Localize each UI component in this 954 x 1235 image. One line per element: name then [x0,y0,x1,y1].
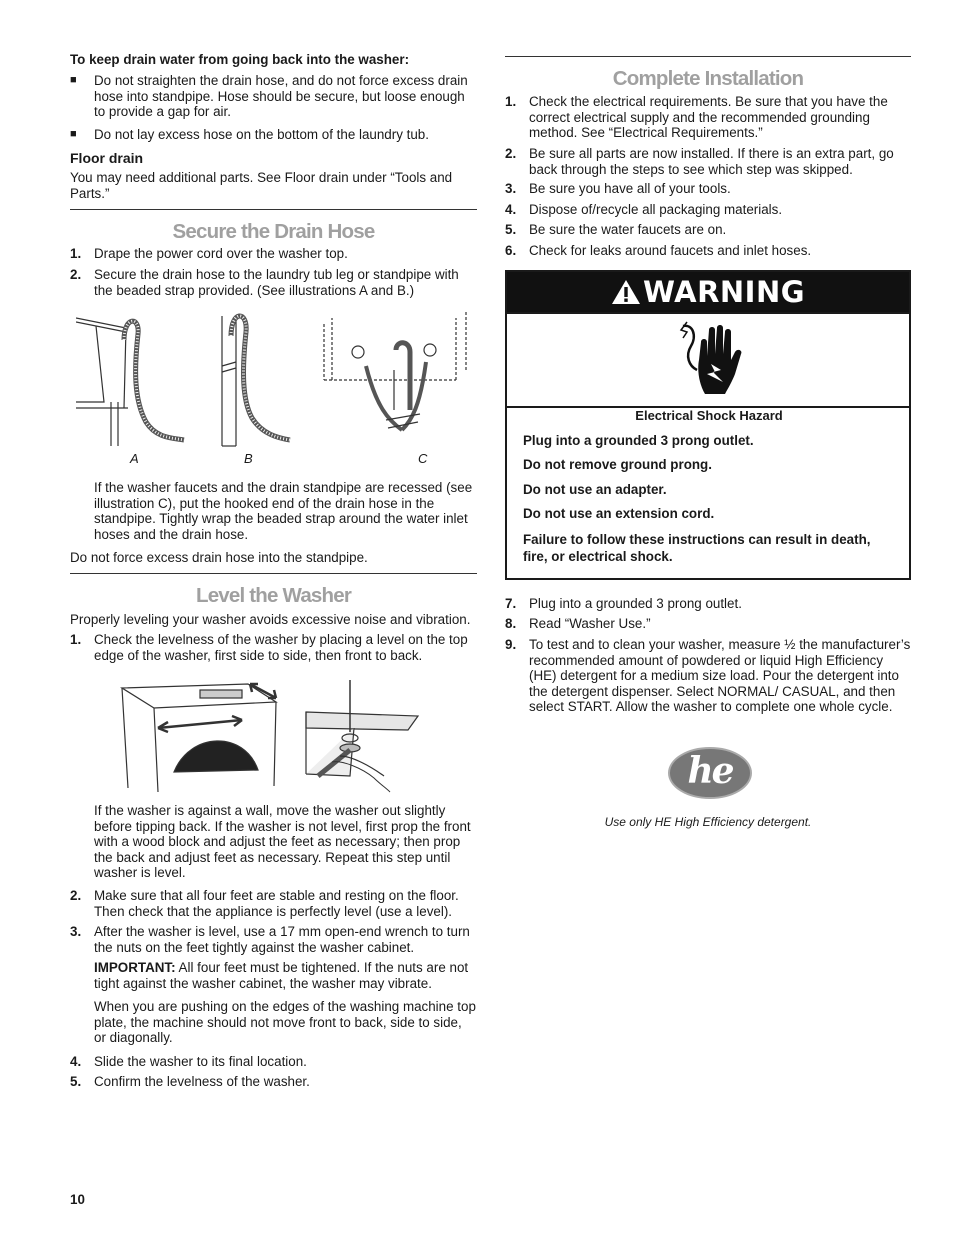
complete-step-8: 8. Read “Washer Use.” [505,616,651,631]
hazard-title: Electrical Shock Hazard [635,408,783,423]
drain-intro-heading: To keep drain water from going back into the washer: [70,52,410,67]
level-intro: Properly leveling your washer avoids excessive noise and vibration. [70,612,471,627]
pushing-text: When you are pushing on the edges of the washing machine top plate, the machine should not move front to back, side to side, or diagonally. [94,999,476,1046]
important-note: IMPORTANT: All four feet must be tightened. If the nuts are not tight against the washer cabinet, the washer may vibrate. [94,960,469,991]
warning-line: Failure to follow these instructions can result in death, fire, or electrical shock. [523,531,871,564]
electric-shock-hand-icon [677,320,743,396]
complete-step-2: 2. Be sure all parts are now installed. If there is an extra part, go back through the steps to see which step was skipped. [505,146,894,177]
level-step-3: 3. After the washer is level, use a 17 mm open-end wrench to turn the nuts on the feet tightly against the washer cabinet. [70,924,470,955]
illustration-c [324,312,466,430]
illustration-b [222,316,290,446]
complete-section-title: Complete Installation [612,67,804,90]
he-caption: Use only HE High Efficiency detergent. [604,815,812,829]
floor-drain-text: You may need additional parts. See Floor drain under “Tools and Parts.” [70,170,453,201]
section-divider [70,209,477,210]
drain-bullet-1: ■ Do not straighten the drain hose, and do not force excess drain hose into standpipe. Hose should be secure, but loose enough to provide a gap for air. [70,73,468,120]
washer-top-illustration [122,684,276,792]
secure-step-1: 1. Drape the power cord over the washer top. [70,246,348,261]
bullet-square-icon: ■ [70,128,77,140]
figure-label-b: B [244,451,253,466]
page-number: 10 [70,1192,85,1207]
secure-step-2: 2. Secure the drain hose to the laundry tub leg or standpipe with the beaded strap provided. (See illustrations A and B.) [70,267,459,298]
warning-line: Do not use an extension cord. [523,506,715,522]
warning-header: WARNING [507,272,909,312]
complete-step-9: 9. To test and to clean your washer, measure ½ the manufacturer’s recommended amount of powdered or liquid High Efficiency (HE) detergent for a medium size load. Pour the detergent into the detergent dispenser. Select NORMAL/ CASUAL, and then select START. Allow the washer to complete one whole cycle. [505,637,911,715]
hazard-icon-panel [507,312,909,408]
no-force-text: Do not force excess drain hose into the standpipe. [70,550,368,565]
complete-step-4: 4. Dispose of/recycle all packaging materials. [505,202,783,217]
warning-box [505,270,911,580]
floor-drain-heading: Floor drain [70,150,144,166]
complete-step-5: 5. Be sure the water faucets are on. [505,222,727,237]
wall-text: If the washer is against a wall, move the washer out slightly before tipping back. If the washer is not level, first prop the front with a wood block and adjust the feet as necessary; then prop the back and adjust feet as necessary. Repeat this step until washer is level. [94,803,471,881]
level-step-2: 2. Make sure that all four feet are stable and resting on the floor. Then check that the appliance is perfectly level (use a level). [70,888,459,919]
warning-line: Do not remove ground prong. [523,457,712,473]
warning-line: Do not use an adapter. [523,481,667,497]
he-logo: he [667,745,753,801]
foot-wrench-illustration [306,680,418,792]
level-section-title: Level the Washer [195,584,352,607]
illustration-a [76,318,184,446]
figure-label-a: A [130,451,139,466]
complete-step-7: 7. Plug into a grounded 3 prong outlet. [505,596,742,611]
drain-bullet-2: ■ Do not lay excess hose on the bottom of the laundry tub. [70,127,429,142]
complete-step-3: 3. Be sure you have all of your tools. [505,181,731,196]
drain-hose-illustrations [76,310,476,450]
section-divider [70,573,477,574]
warning-text-block [523,408,895,565]
section-divider [505,56,911,57]
recessed-text: If the washer faucets and the drain standpipe are recessed (see illustration C), put the hooked end of the drain hose in the standpipe. Tightly wrap the beaded strap around the water inlet hoses and the drain hose. [94,480,473,542]
leveling-illustrations [118,676,478,802]
figure-label-c: C [418,451,428,466]
complete-step-1: 1. Check the electrical requirements. Be sure that you have the correct electrical supply and the recommended grounding method. See “Electrical Requirements.” [505,94,888,141]
warning-triangle-icon [611,279,641,305]
level-step-1: 1. Check the levelness of the washer by placing a level on the top edge of the washer, first side to side, then front to back. [70,632,468,663]
bullet-square-icon: ■ [70,74,77,86]
complete-step-6: 6. Check for leaks around faucets and inlet hoses. [505,243,812,258]
secure-section-title: Secure the Drain Hose [172,220,375,243]
warning-line: Plug into a grounded 3 prong outlet. [523,432,754,448]
level-step-4: 4. Slide the washer to its final location. [70,1054,307,1069]
level-step-5: 5. Confirm the levelness of the washer. [70,1074,310,1089]
